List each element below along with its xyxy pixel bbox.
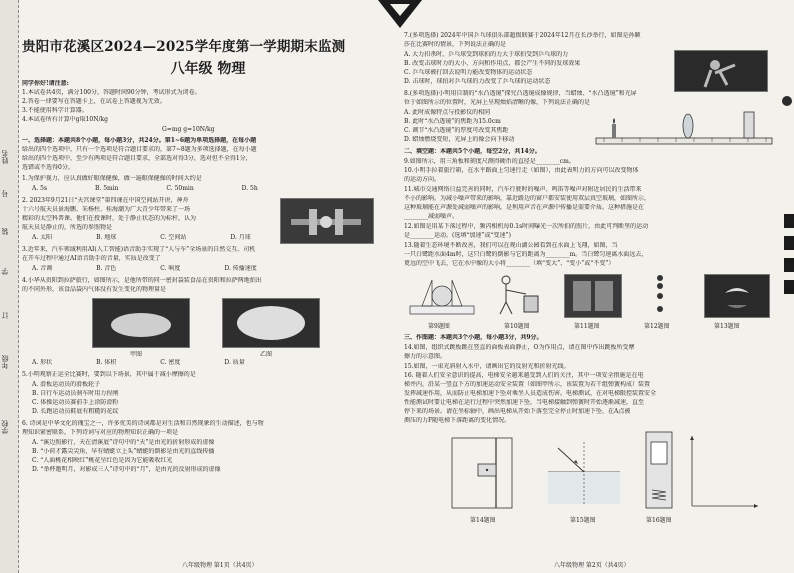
food-bag-photo-lhasa [222,298,320,348]
coin-ruler-diagram [408,272,478,318]
question-2-line: 十六号航天员景海鹏、朱杨柱、桂海潮为广大青少年带来了一场 [22,206,191,213]
question-16-line: 发挥减速作用，从而防止电梯加速下坠对乘坐人员造成伤害。电梯测试，在对电梯限控装置安全 [404,390,657,397]
option: B. 地球 [96,234,117,241]
question-7-line: 7.(多项选择) 2024年中国乒乓球俱乐部超级联赛于2024年12月在长沙举行，如图是孙颖 [404,32,641,39]
figure-label: 乙图 [260,351,273,358]
page-footer: 八年级物理 第2页（共4页） [554,562,630,569]
question-11-line: 这种玻璃能在声源处减弱噪声的影响，是利用声音在声源中传播是需要介质。这种措施是在 [404,204,645,211]
option: D. 蜡烛燃烧变短，光屏上的像会向下移动 [404,136,515,143]
option: A. 滑板运动员的滑板轮子 [32,381,101,388]
option: C. 调节“水凸透镜”的厚度可改变其焦距 [404,127,509,134]
question-4-line: 4.小华从贵阳到拉萨旅行，如图所示，是他所带的同一密封袋装食品在贵阳和拉萨两地拍出 [22,277,262,284]
option: C. 体操运动员赛前手上涂防滑粉 [32,399,119,406]
question-11-line: ________减弱噪声。 [404,213,459,220]
option: A. 形状 [32,359,53,366]
figure-label: 第10题图 [504,323,530,330]
option: D. 月球 [230,234,251,241]
section-2-heading: 二、填空题：本题共5个小题，每空2分，共14分。 [404,148,541,155]
question-12-line: 是________运动。(选填“加速”或“变速”) [404,232,511,239]
food-bag-photo-guiyang [92,298,190,348]
question-1: 1.为保护视力，应认真做好眼保健操，做一遍眼保健操的时间大约是 [22,175,202,182]
notice-line: 3.不能使用科学计算器。 [22,107,88,114]
question-16-line: 停下来的场景。请在坐标轴中，画出电梯从开始下落至完全停止时加速下坠、在A点被 [404,408,631,415]
option: C. 响度 [160,265,181,272]
edge-marker [784,280,794,294]
binding-label: 姓名 [1,150,9,164]
question-10-line: 10.小明手拉着旅行箱，在水平路面上匀速行走（如图），由此表明力的方向可以改变物体 [404,167,639,174]
question-2-line: 精彩的太空科普课。他们在授课时，处于静止状态的为标杆，认为 [22,215,197,222]
binding-label: 订 [1,312,9,319]
table-tennis-photo [674,50,768,92]
option: C. “人面桃花相映红”桃花呈红色是因为它能吸收红光 [32,457,173,464]
option: B. 此时“水凸透镜”的焦距为15.0cm [404,118,501,125]
notice-line: 1.本试卷共4页，满分100分，答题时间90分钟，考试形式为闭卷。 [22,89,201,96]
question-4-options [32,359,404,367]
page-2 [404,28,786,573]
question-13-line: 一只白鹭距水面4m时，这只白鹭的倒影与它的距离为________m。当白鹭匀速离水面远去， [404,251,648,258]
notice-line: 4.本试卷所有计算中g取10N/kg [22,116,108,123]
question-8-line: 8.(多项选择)小明用自制的“水凸透镜”探究凸透镜成像规律，当蜡烛、“水凸透镜”和光屏 [404,90,637,97]
figure-label: 第13题图 [714,323,740,330]
question-2-line: 航天员是静止的，所选的参照物是 [22,224,113,231]
question-2-line: 2. 2023年9月21日“天宫课堂”第四课在中国空间站开讲，神舟 [22,197,189,204]
suitcase-diagram [494,272,544,318]
question-8-line: 位于如图所示的位置时，光屏上呈现烛焰清晰的像，下列说法正确的是 [404,99,591,106]
option: A. “溪边照影行，天在清溪底”诗句中的“天”是由光的折射形成的虚像 [32,439,215,446]
option: A. 此时成像特点与投影仪的相同 [404,109,491,116]
question-7-line: 莎在比赛时的情景，下列说法正确的是 [404,41,507,48]
optical-bench-diagram [594,108,776,150]
edge-marker [784,236,794,250]
option: B. 5min [94,185,119,192]
exam-title: 贵阳市花溪区2024—2025学年度第一学期期末监测 [22,39,346,55]
option: B. 自行车运动员刹车时用力捏闸 [32,390,119,397]
page-footer: 八年级物理 第1页（共4页） [182,562,258,569]
option: C. 密度 [160,359,181,366]
figure-label: 第9题图 [428,323,450,330]
option: B. 体积 [96,359,117,366]
notice-title: 同学你好!请注意: [22,80,69,87]
strobe-photo-diagram [640,272,680,318]
edge-marker [784,214,794,228]
option: D. 传播速度 [224,265,257,272]
question-10-line: 的运动方向。 [404,176,441,183]
vertical-wall-diagram [444,434,524,512]
figure-label: 甲图 [130,351,143,358]
figure-label: 第11题图 [574,323,600,330]
section-1-text: 给出的四个选项中，至少有两项是符合题目要求，全部选对得3分，选对但不全得1分， [22,155,252,162]
question-15: 15.如图，一束光斜射入水中，请画出它的反射光和折射光线。 [404,363,570,370]
binding-label: 年级 [1,355,9,369]
option: D. 5h [241,185,258,192]
question-16-line: 性能测试时要让电梯在运行过程中突然加速下坠，当电梯接触到弹簧时开始逐渐减速，直至 [404,399,645,406]
option: C. 乒乓球被打回去说明力能改变物体的运动状态 [404,69,533,76]
question-13-line: 更远的空中飞去，它在水中像的大小将________（填“变大”、“变小”或“不变”） [404,260,615,267]
question-16-line: 梯井内，沿某一竖直下方的加速运动安全装置（如图甲所示，该装置为若干组弹簧构成）装置 [404,381,651,388]
option: D. 质量 [224,359,245,366]
figure-label: 第14题图 [470,517,496,524]
option: A. 大力扣杀时，乒乓球受到球拍的力大于球拍受到乒乓球的力 [404,51,569,58]
question-6-line: 理知识紧密联系，下列诗词与对应的物理知识正确的一项是 [22,429,179,436]
question-2-options [32,234,404,242]
section-1-heading: 一、选择题：本题共8个小题，每小题3分，共24分。第1~6题为单项选择题，在每小题 [22,137,257,144]
edge-marker [784,258,794,272]
formula: G=mg g=10N/kg [162,126,215,133]
option: C. 50min [166,185,194,192]
section-1-text: 选错或不选得0分。 [22,164,74,171]
question-3-line: 在开车过程中通过AI语音助手的音量，实质是改变了 [22,255,161,262]
question-3-options [32,265,404,273]
notice-line: 2.答卷一律要写在答题卡上，在试卷上答题视为无效。 [22,98,166,105]
section-3-heading: 三、作图题：本题共3个小题，每小题3分，共9分。 [404,334,543,341]
figure-label: 第16题图 [646,517,672,524]
elevator-graph-diagram [642,428,762,512]
binding-label: 装 [1,228,9,235]
question-6-line: 6. 诗词是中华文化的瑰宝之一，许多优美的诗词都是对生活和自然现象的生动描述，也与物 [22,420,264,427]
question-9: 9.如图所示，用三角板和刻度尺测得硬币的直径是________cm。 [404,158,575,165]
question-1-options [32,185,404,193]
option: A. 太阳 [32,234,53,241]
question-14-line: 14.如图，组织式跳板跳在竖直的面板表面静止，O为作用点，请在图中作出跳板所受摩 [404,344,635,351]
double-glass-window-photo [564,274,622,318]
binding-label: 学 [1,268,9,275]
question-5: 5.小明观察正运全比赛时，要到以下场景，其中属于减小摩擦的是 [22,371,196,378]
option: B. 音色 [96,265,117,272]
binding-strip [0,0,19,573]
option: C. 空间站 [160,234,187,241]
option: D. 长跑运动员鞋底有粗糙的花纹 [32,408,119,415]
figure-label: 第12题图 [644,323,670,330]
figure-label: 第15题图 [570,517,596,524]
question-12-line: 12.如图是用某下落过程中，频闪相机每0.1s时间曝光一次所拍的照片，由此可判断里的运动 [404,223,649,230]
question-4-line: 的不同外形，该食品袋内气体没有发生变化的物理量是 [22,286,167,293]
question-16-line: 16. 随着人们安全意识的提高，电梯安全越来越受到人们的关注，其中一项安全措施是在电 [404,372,644,379]
option: A. 音调 [32,265,53,272]
question-11-line: 不小的影响。为减小噪声带来的影响，靠近路边的窗户都安装使用双层真空玻璃，如图所示， [404,195,651,202]
question-13-line: 13.随着生态环境不断改善，我们可以在观山湖公园看到在水面上飞翔，如图，当 [404,242,618,249]
option: B. 改变击球时力的大小、方向和作用点，都会产生不同的发球效果 [404,60,581,67]
watermark-triangle-icon [372,0,428,30]
question-16-line: 测压的力F随电梯下落距离的变化情况。 [404,417,511,424]
option: B. “小荷才露尖尖角，早有蜻蜓立上头”蜻蜓的倒影是由光的直线传播 [32,448,215,455]
binding-label: 号 [1,190,9,197]
binding-label: 学校 [1,420,9,434]
question-3-line: 3.近年来，汽车领域利用AI(人工智能)语音助手实现了“人与车”全场景的自然交互。司机 [22,246,256,253]
option: D. 击球时，球拍对乒乓球的力改变了乒乓球的运动状态 [404,78,551,85]
egret-photo [704,274,770,318]
punch-hole-icon [782,96,792,106]
exam-subtitle: 八年级 物理 [170,61,246,77]
question-14-line: 擦力的示意图。 [404,353,447,360]
option: A. 5s [32,185,48,192]
option: D. “举杯邀明月，对影成三人”诗句中的“月”，是由光的反射形成的虚像 [32,466,221,473]
question-11-line: 11.城市交通网络日益完善的同时，汽车行驶时的噪声、鸣笛等噪声对附近居民的生活带来 [404,186,642,193]
section-1-text: 给出的四个选项中，只有一个选项是符合题目要求的，第7~8题为多项选择题，在每小题 [22,146,257,153]
page-1 [22,28,394,573]
refraction-diagram [544,438,624,508]
